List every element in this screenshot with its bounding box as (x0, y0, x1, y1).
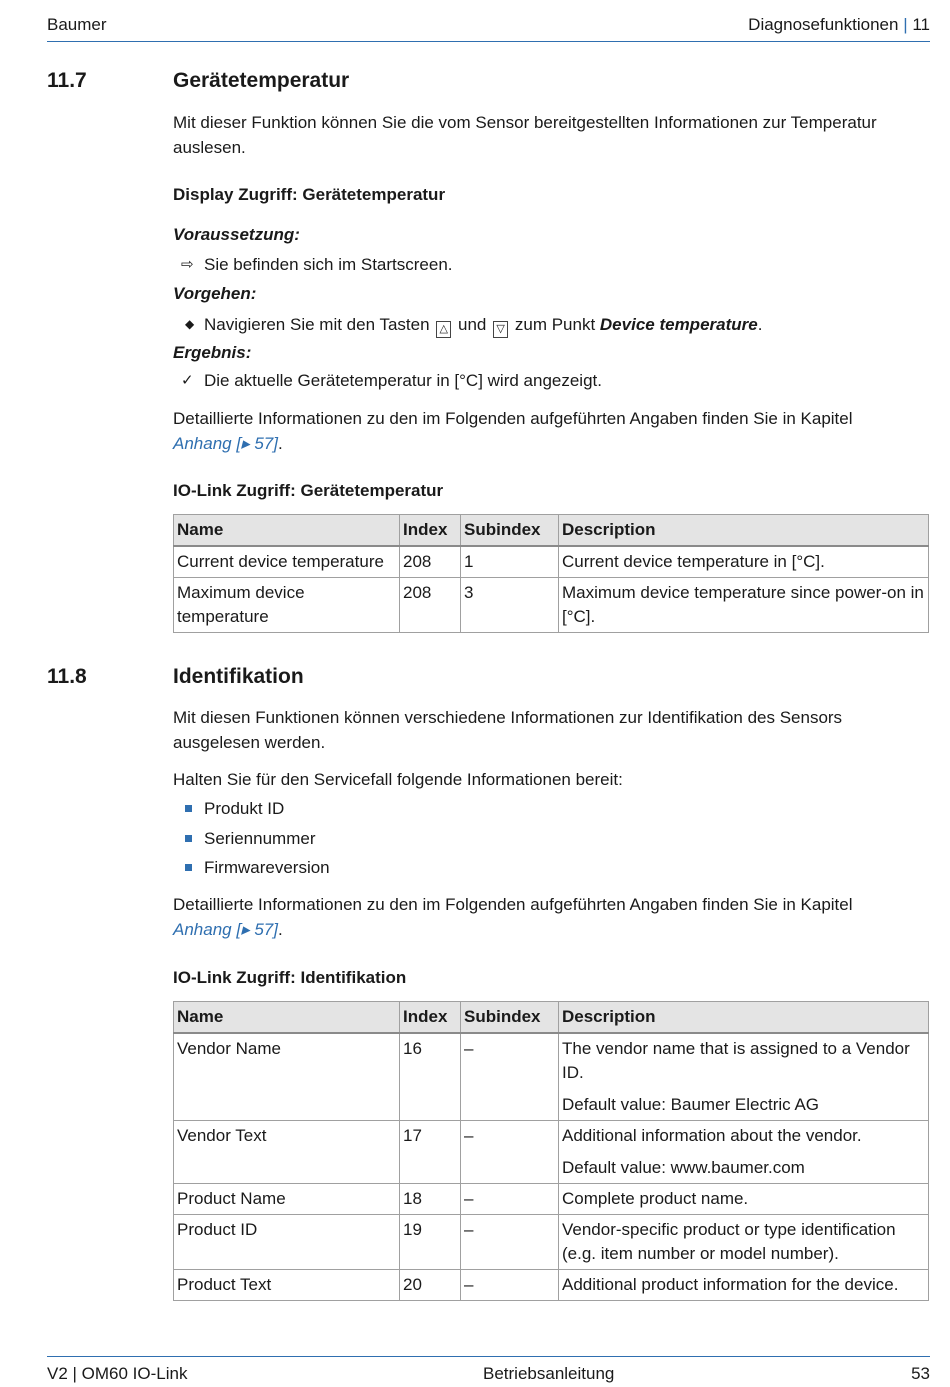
section-intro: Mit dieser Funktion können Sie die vom Sensor bereitgestellten Informationen zur Temperatur auslesen. (173, 113, 877, 157)
detail-text: Detaillierte Informationen zu den im Folgenden aufgeführten Angaben finden Sie in Kapitel (173, 409, 853, 428)
table-row (174, 546, 929, 578)
cell-subindex: – (461, 1033, 559, 1121)
cell-index: 208 (400, 578, 461, 633)
footer-doc-type: Betriebsanleitung (483, 1364, 615, 1383)
header-chapter (748, 15, 930, 35)
table-header-row (174, 1002, 929, 1034)
detail-paragraph (173, 892, 913, 942)
prerequisite-label: Voraussetzung: (173, 225, 300, 244)
default-value-text: Default value: www.baumer.com (562, 1158, 805, 1177)
cell-index: 20 (400, 1270, 461, 1301)
cell-description (559, 1121, 929, 1184)
up-key-icon: △ (436, 321, 451, 338)
cell-name: Vendor Text (174, 1121, 400, 1184)
column-header: Name (174, 1002, 400, 1034)
cell-name: Maximum device temperature (174, 578, 400, 633)
detail-paragraph (173, 406, 913, 456)
cell-index: 19 (400, 1215, 461, 1270)
iolink-heading: IO-Link Zugriff: Gerätetemperatur (173, 481, 444, 500)
detail-end: . (277, 434, 283, 453)
procedure-text-to: zum Punkt (514, 315, 596, 334)
column-header: Name (174, 515, 400, 547)
procedure-item (204, 312, 762, 338)
cell-subindex: 1 (461, 546, 559, 578)
checkmark-icon: ✓ (181, 372, 194, 389)
column-header: Description (559, 515, 929, 547)
cell-subindex: – (461, 1121, 559, 1184)
cell-name: Current device temperature (174, 546, 400, 578)
procedure-end: . (757, 315, 763, 334)
cell-description (559, 1033, 929, 1121)
procedure-text-and: und (458, 315, 487, 334)
page-header (47, 13, 930, 42)
column-header: Index (400, 1002, 461, 1034)
procedure-text: Navigieren Sie mit den Tasten (204, 315, 430, 334)
square-bullet-icon (185, 835, 192, 842)
table-header-row (174, 515, 929, 547)
column-header: Index (400, 515, 461, 547)
table-row (174, 1033, 929, 1121)
description-text: The vendor name that is assigned to a Vendor ID. (562, 1039, 910, 1082)
cell-name: Product ID (174, 1215, 400, 1270)
header-separator: | (903, 15, 908, 34)
section-number: 11.7 (47, 69, 87, 92)
result-label: Ergebnis: (173, 343, 252, 362)
iolink-heading: IO-Link Zugriff: Identifikation (173, 968, 407, 987)
service-paragraph: Halten Sie für den Servicefall folgende Informationen bereit: (173, 770, 623, 789)
list-item: Produkt ID (204, 799, 285, 818)
header-brand: Baumer (47, 15, 107, 34)
cell-index: 17 (400, 1121, 461, 1184)
default-value-text: Default value: Baumer Electric AG (562, 1095, 820, 1114)
column-header: Subindex (461, 1002, 559, 1034)
appendix-link[interactable]: Anhang [▸ 57] (173, 434, 278, 453)
cell-index: 16 (400, 1033, 461, 1121)
header-chapter-title: Diagnosefunktionen (748, 15, 899, 34)
cell-subindex: – (461, 1184, 559, 1215)
description-text: Additional information about the vendor. (562, 1126, 862, 1145)
square-bullet-icon (185, 805, 192, 812)
cell-subindex: – (461, 1215, 559, 1270)
cell-description: Maximum device temperature since power-on in [°C]. (559, 578, 929, 633)
list-item: Firmwareversion (204, 858, 330, 877)
cell-name: Vendor Name (174, 1033, 400, 1121)
identification-table (173, 1001, 929, 1301)
cell-subindex: 3 (461, 578, 559, 633)
diamond-bullet-icon: ◆ (185, 317, 195, 331)
cell-name: Product Text (174, 1270, 400, 1301)
table-row (174, 1215, 929, 1270)
table-row (174, 1270, 929, 1301)
result-item: Die aktuelle Gerätetemperatur in [°C] wird angezeigt. (204, 371, 602, 390)
table-row (174, 1184, 929, 1215)
down-key-icon: ▽ (493, 321, 508, 338)
section-title: Identifikation (173, 665, 304, 688)
cell-subindex: – (461, 1270, 559, 1301)
page-footer (47, 1356, 930, 1387)
prerequisite-item: Sie befinden sich im Startscreen. (204, 255, 453, 274)
section-number: 11.8 (47, 665, 87, 688)
square-bullet-icon (185, 864, 192, 871)
table-row (174, 578, 929, 633)
cell-description: Additional product information for the device. (559, 1270, 929, 1301)
detail-text: Detaillierte Informationen zu den im Folgenden aufgeführten Angaben finden Sie in Kapitel (173, 895, 853, 914)
detail-end: . (277, 920, 283, 939)
column-header: Subindex (461, 515, 559, 547)
section-title: Gerätetemperatur (173, 69, 350, 92)
column-header: Description (559, 1002, 929, 1034)
footer-document: V2 | OM60 IO-Link (47, 1364, 188, 1383)
section-intro: Mit diesen Funktionen können verschiedene Informationen zur Identifikation des Sensors ausgelesen werden. (173, 708, 843, 752)
display-access-heading: Display Zugriff: Gerätetemperatur (173, 185, 446, 204)
list-item: Seriennummer (204, 829, 316, 848)
menu-item-name: Device temperature (599, 315, 758, 334)
cell-description: Complete product name. (559, 1184, 929, 1215)
header-chapter-number: 11 (912, 15, 930, 34)
appendix-link[interactable]: Anhang [▸ 57] (173, 920, 278, 939)
cell-name: Product Name (174, 1184, 400, 1215)
procedure-label: Vorgehen: (173, 284, 257, 303)
page-number: 53 (911, 1364, 930, 1383)
table-row (174, 1121, 929, 1184)
cell-index: 208 (400, 546, 461, 578)
cell-description: Current device temperature in [°C]. (559, 546, 929, 578)
temperature-table (173, 514, 929, 633)
cell-index: 18 (400, 1184, 461, 1215)
arrow-right-icon: ⇨ (181, 256, 194, 273)
cell-description: Vendor-specific product or type identification (e.g. item number or model number). (559, 1215, 929, 1270)
